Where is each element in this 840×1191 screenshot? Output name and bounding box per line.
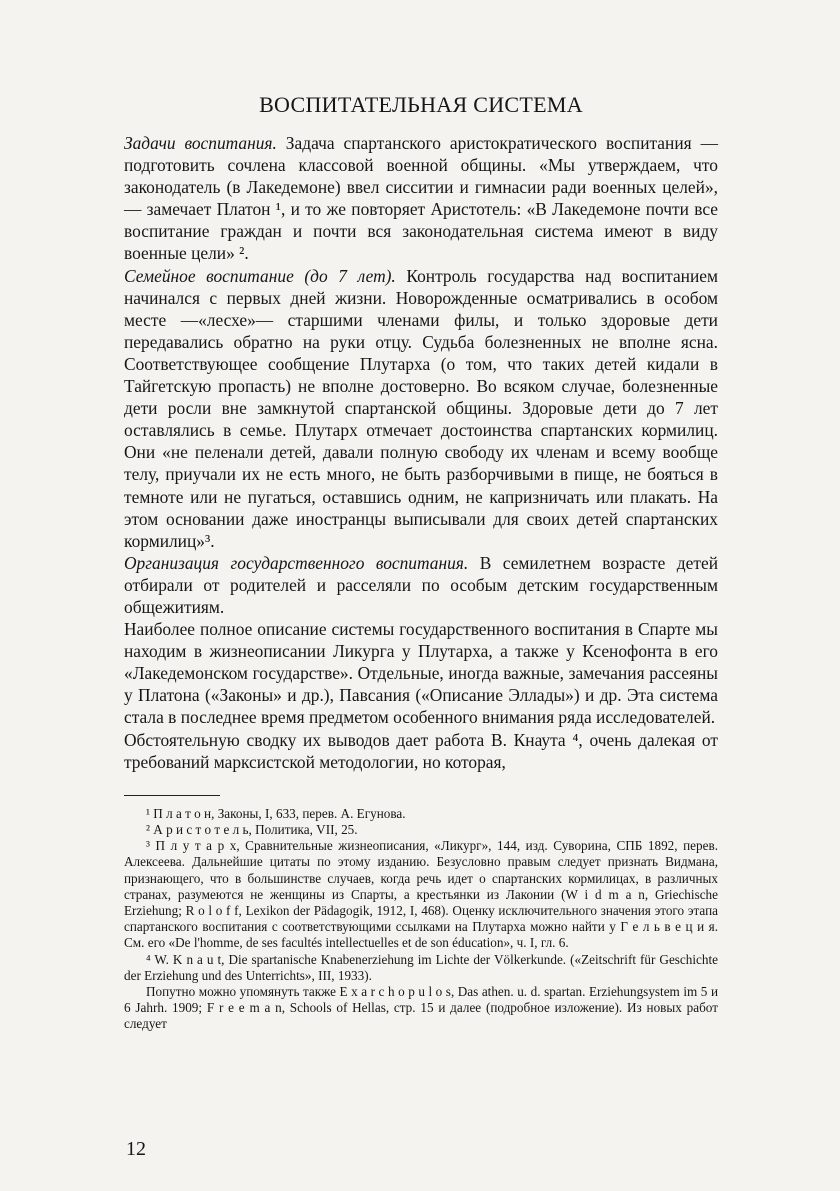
main-text bbox=[124, 132, 718, 773]
paragraph-4 bbox=[124, 618, 718, 728]
footnote-5: Попутно можно упомянуть также E x a r c h o p u l o s, Das athen. u. d. spartan. Erziehungsystem im 5 и 6 Jahrh. 1909; F r e e m a n, Schools of Hellas, стр. 15 и далее (подробное изложение). Из новых работ следует bbox=[124, 983, 718, 1032]
paragraph-text: Наиболее полное описание системы государственного воспитания в Спарте мы находим в жизнеописании Ликурга у Плутарха, а также у Ксенофонта в его «Лакедемонском государстве». Отдельные, иногда важные, замечания рассеяны у Платона («Законы» и др.), Павсания («Описание Эллады») и др. Эта система стала в последнее время предметом особенного внимания ряда исследователей. bbox=[124, 619, 718, 728]
footnote-divider bbox=[124, 795, 220, 796]
footnotes bbox=[124, 806, 718, 1033]
paragraph-lead: Семейное воспитание (до 7 лет). bbox=[124, 265, 396, 286]
paragraph-text: В семилетнем возрасте детей отбирали от родителей и расселяли по особым детским государственным общежитиям. bbox=[124, 552, 718, 617]
paragraph-lead: Задачи воспитания. bbox=[124, 133, 277, 153]
footnote-1: ¹ П л а т о н, Законы, I, 633, перев. А. Егунова. bbox=[146, 805, 406, 821]
page-number: 12 bbox=[126, 1138, 146, 1160]
paragraph-lead: Организация государственного воспитания. bbox=[124, 552, 469, 573]
paragraph-3 bbox=[124, 552, 718, 618]
paragraph-text: Задача спартанского аристократического воспитания — подготовить сочлена классовой военной общины. «Мы утверждаем, что законодатель (в Лакедемоне) ввел сисситии и гимнасии ради военных целей»,— замечает Платон ¹, и то же повторяет Аристотель: «В Лакедемоне почти все воспитание граждан и почти вся законодательная система имеют в виду военные цели» ². bbox=[124, 133, 718, 264]
paragraph-5 bbox=[124, 729, 718, 773]
page-title: ВОСПИТАТЕЛЬНАЯ СИСТЕМА bbox=[259, 92, 583, 117]
paragraph-2 bbox=[124, 265, 718, 552]
paragraph-1 bbox=[124, 132, 718, 265]
paragraph-text: Контроль государства над воспитанием начинался с первых дней жизни. Новорожденные осматривались в особом месте —«лесхе»— старшими членами филы, и только здоровые дети передавались обратно на руки отцу. Судьба болезненных не вполне ясна. Соответствующее сообщение Плутарха (о том, что таких детей кидали в Тайгетскую пропасть) не вполне достоверно. Во всяком случае, болезненные дети росли вне замкнутой спартанской общины. Здоровые дети до 7 лет оставлялись в семье. Плутарх отмечает достоинства спартанских кормилиц. Они «не пеленали детей, давали полную свободу их членам и всему вообще телу, приучали их не есть много, не быть разборчивыми в пище, не бояться в темноте или не пугаться, оставшись одним, не капризничать или плакать. На этом основании даже иностранцы выписывали для своих детей спартанских кормилиц»³. bbox=[124, 265, 718, 551]
footnote-2: ² А р и с т о т е л ь, Политика, VII, 25. bbox=[146, 821, 358, 837]
footnote-3: ³ П л у т а р х, Сравнительные жизнеописания, «Ликург», 144, изд. Суворина, СПБ 1892, перев. Алексеева. Дальнейшие цитаты по этому изданию. Безусловно правым следует признать Видмана, признающего, что в большинстве случаев, когда речь идет о спартанских кормилицах, в различных странах, разумеются не женщины из Спарты, а крестьянки из Лаконии (W i d m a n, Griechische Erziehung; R o l o f f, Lexikon der Pädagogik, 1912, I, 468). Оценку исключительного значения этого этапа спартанского воспитания с соответствующими ссылками на Плутарха можно найти у Г е л ь в е ц и я. См. его «De l'homme, de ses facultés intellectuelles et de son éducation», ч. I, гл. 6. bbox=[124, 838, 718, 951]
footnote-4: ⁴ W. K n a u t, Die spartanische Knabenerziehung im Lichte der Völkerkunde. («Zeitschrift für Geschichte der Erziehung und des Unterrichts», III, 1933). bbox=[124, 951, 718, 983]
paragraph-text: Обстоятельную сводку их выводов дает работа В. Кнаута ⁴, очень далекая от требований марксистской методологии, но которая, bbox=[124, 729, 718, 772]
